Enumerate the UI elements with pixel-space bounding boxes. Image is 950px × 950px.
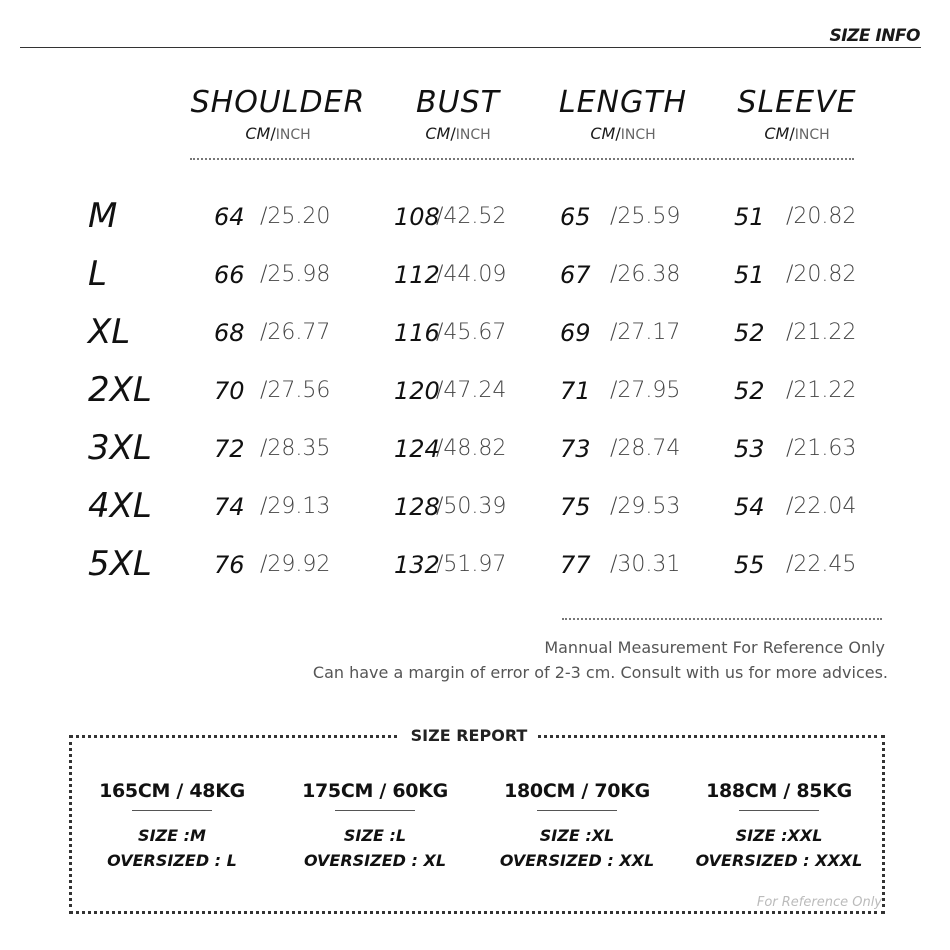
model-size: SIZE :XL <box>539 826 615 845</box>
shoulder-cm: 68 <box>214 319 245 347</box>
model-oversized: OVERSIZED : XXL <box>499 851 655 870</box>
model-size: SIZE :L <box>343 826 407 845</box>
shoulder-inch: /29.13 <box>260 494 331 519</box>
header-divider <box>20 47 921 48</box>
model-report <box>684 778 874 873</box>
model-size: SIZE :M <box>138 826 206 845</box>
size-label: 5XL <box>88 544 152 584</box>
size-label: L <box>88 254 107 294</box>
bust-inch: /51.97 <box>436 552 507 577</box>
model-oversized: OVERSIZED : XXXL <box>695 851 863 870</box>
sleeve-inch: /20.82 <box>786 204 857 229</box>
column-unit <box>548 122 698 147</box>
sleeve-cm: 53 <box>734 435 765 463</box>
sleeve-cm: 51 <box>734 203 765 231</box>
column-unit <box>180 122 376 147</box>
size-label: 2XL <box>88 370 152 410</box>
unit-cm: CM <box>764 124 790 143</box>
model-height-weight: 188CM / 85KG <box>706 780 852 802</box>
bust-cm: 124 <box>394 435 440 463</box>
bust-inch: /47.24 <box>436 378 507 403</box>
table-row <box>0 428 950 468</box>
model-oversized: OVERSIZED : XL <box>303 851 447 870</box>
model-report <box>482 778 672 873</box>
bust-inch: /45.67 <box>436 320 507 345</box>
size-info-title: SIZE INFO <box>829 26 920 46</box>
table-row <box>0 544 950 584</box>
column-header-length <box>548 86 698 147</box>
length-cm: 67 <box>560 261 591 289</box>
column-unit <box>386 122 530 147</box>
bust-cm: 116 <box>394 319 440 347</box>
margin-note: Can have a margin of error of 2-3 cm. Consult with us for more advices. <box>312 663 888 682</box>
model-oversized: OVERSIZED : L <box>107 851 237 870</box>
length-inch: /26.38 <box>610 262 681 287</box>
bust-cm: 128 <box>394 493 440 521</box>
model-divider <box>335 810 415 811</box>
length-cm: 75 <box>560 493 591 521</box>
sleeve-cm: 55 <box>734 551 765 579</box>
model-height-weight: 180CM / 70KG <box>504 780 650 802</box>
shoulder-cm: 66 <box>214 261 245 289</box>
table-row <box>0 486 950 526</box>
sleeve-cm: 52 <box>734 377 765 405</box>
measurement-note: Mannual Measurement For Reference Only <box>544 638 885 657</box>
length-inch: /25.59 <box>610 204 681 229</box>
bust-cm: 120 <box>394 377 440 405</box>
sleeve-inch: /21.22 <box>786 320 857 345</box>
sleeve-cm: 52 <box>734 319 765 347</box>
shoulder-inch: /27.56 <box>260 378 331 403</box>
unit-separator: / <box>270 124 276 143</box>
header-dotted-divider <box>190 158 854 160</box>
bust-inch: /50.39 <box>436 494 507 519</box>
unit-cm: CM <box>590 124 616 143</box>
sleeve-cm: 51 <box>734 261 765 289</box>
model-size: SIZE :XXL <box>735 826 823 845</box>
column-title: BUST <box>416 85 500 120</box>
shoulder-cm: 70 <box>214 377 245 405</box>
shoulder-inch: /25.98 <box>260 262 331 287</box>
bust-inch: /48.82 <box>436 436 507 461</box>
sleeve-cm: 54 <box>734 493 765 521</box>
length-cm: 65 <box>560 203 591 231</box>
unit-separator: / <box>615 124 621 143</box>
unit-cm: CM <box>425 124 451 143</box>
notes-dotted-divider <box>562 618 882 620</box>
model-height-weight: 165CM / 48KG <box>99 780 245 802</box>
column-header-sleeve <box>722 86 872 147</box>
sleeve-inch: /20.82 <box>786 262 857 287</box>
size-label: 3XL <box>88 428 152 468</box>
shoulder-inch: /26.77 <box>260 320 331 345</box>
bust-inch: /44.09 <box>436 262 507 287</box>
bust-cm: 112 <box>394 261 440 289</box>
model-divider <box>739 810 819 811</box>
length-inch: /29.53 <box>610 494 681 519</box>
table-row <box>0 312 950 352</box>
shoulder-cm: 74 <box>214 493 245 521</box>
shoulder-inch: /29.92 <box>260 552 331 577</box>
sleeve-inch: /22.04 <box>786 494 857 519</box>
model-divider <box>132 810 212 811</box>
model-report <box>280 778 470 873</box>
model-height-weight: 175CM / 60KG <box>302 780 448 802</box>
column-title: SHOULDER <box>190 85 366 120</box>
column-unit <box>722 122 872 147</box>
shoulder-cm: 76 <box>214 551 245 579</box>
table-row <box>0 370 950 410</box>
bust-cm: 132 <box>394 551 440 579</box>
size-report-title: SIZE REPORT <box>400 724 538 748</box>
shoulder-inch: /25.20 <box>260 204 331 229</box>
model-divider <box>537 810 617 811</box>
model-report <box>77 778 267 873</box>
length-inch: /27.95 <box>610 378 681 403</box>
unit-inch: INCH <box>620 127 656 143</box>
sleeve-inch: /21.22 <box>786 378 857 403</box>
sleeve-inch: /21.63 <box>786 436 857 461</box>
length-cm: 71 <box>560 377 591 405</box>
length-cm: 73 <box>560 435 591 463</box>
unit-inch: INCH <box>455 127 491 143</box>
size-label: XL <box>88 312 131 352</box>
length-inch: /28.74 <box>610 436 681 461</box>
size-label: M <box>88 196 118 236</box>
unit-separator: / <box>450 124 456 143</box>
length-inch: /27.17 <box>610 320 681 345</box>
unit-inch: INCH <box>275 127 311 143</box>
bust-cm: 108 <box>394 203 440 231</box>
unit-inch: INCH <box>794 127 830 143</box>
unit-cm: CM <box>245 124 271 143</box>
length-cm: 69 <box>560 319 591 347</box>
unit-separator: / <box>789 124 795 143</box>
table-row <box>0 254 950 294</box>
column-title: LENGTH <box>558 85 688 120</box>
length-inch: /30.31 <box>610 552 681 577</box>
reference-footnote: For Reference Only <box>756 895 882 910</box>
shoulder-cm: 72 <box>214 435 245 463</box>
table-row <box>0 196 950 236</box>
shoulder-inch: /28.35 <box>260 436 331 461</box>
size-label: 4XL <box>88 486 152 526</box>
length-cm: 77 <box>560 551 591 579</box>
column-title: SLEEVE <box>737 85 857 120</box>
column-header-bust <box>386 86 530 147</box>
bust-inch: /42.52 <box>436 204 507 229</box>
sleeve-inch: /22.45 <box>786 552 857 577</box>
shoulder-cm: 64 <box>214 203 245 231</box>
column-header-shoulder <box>180 86 376 147</box>
